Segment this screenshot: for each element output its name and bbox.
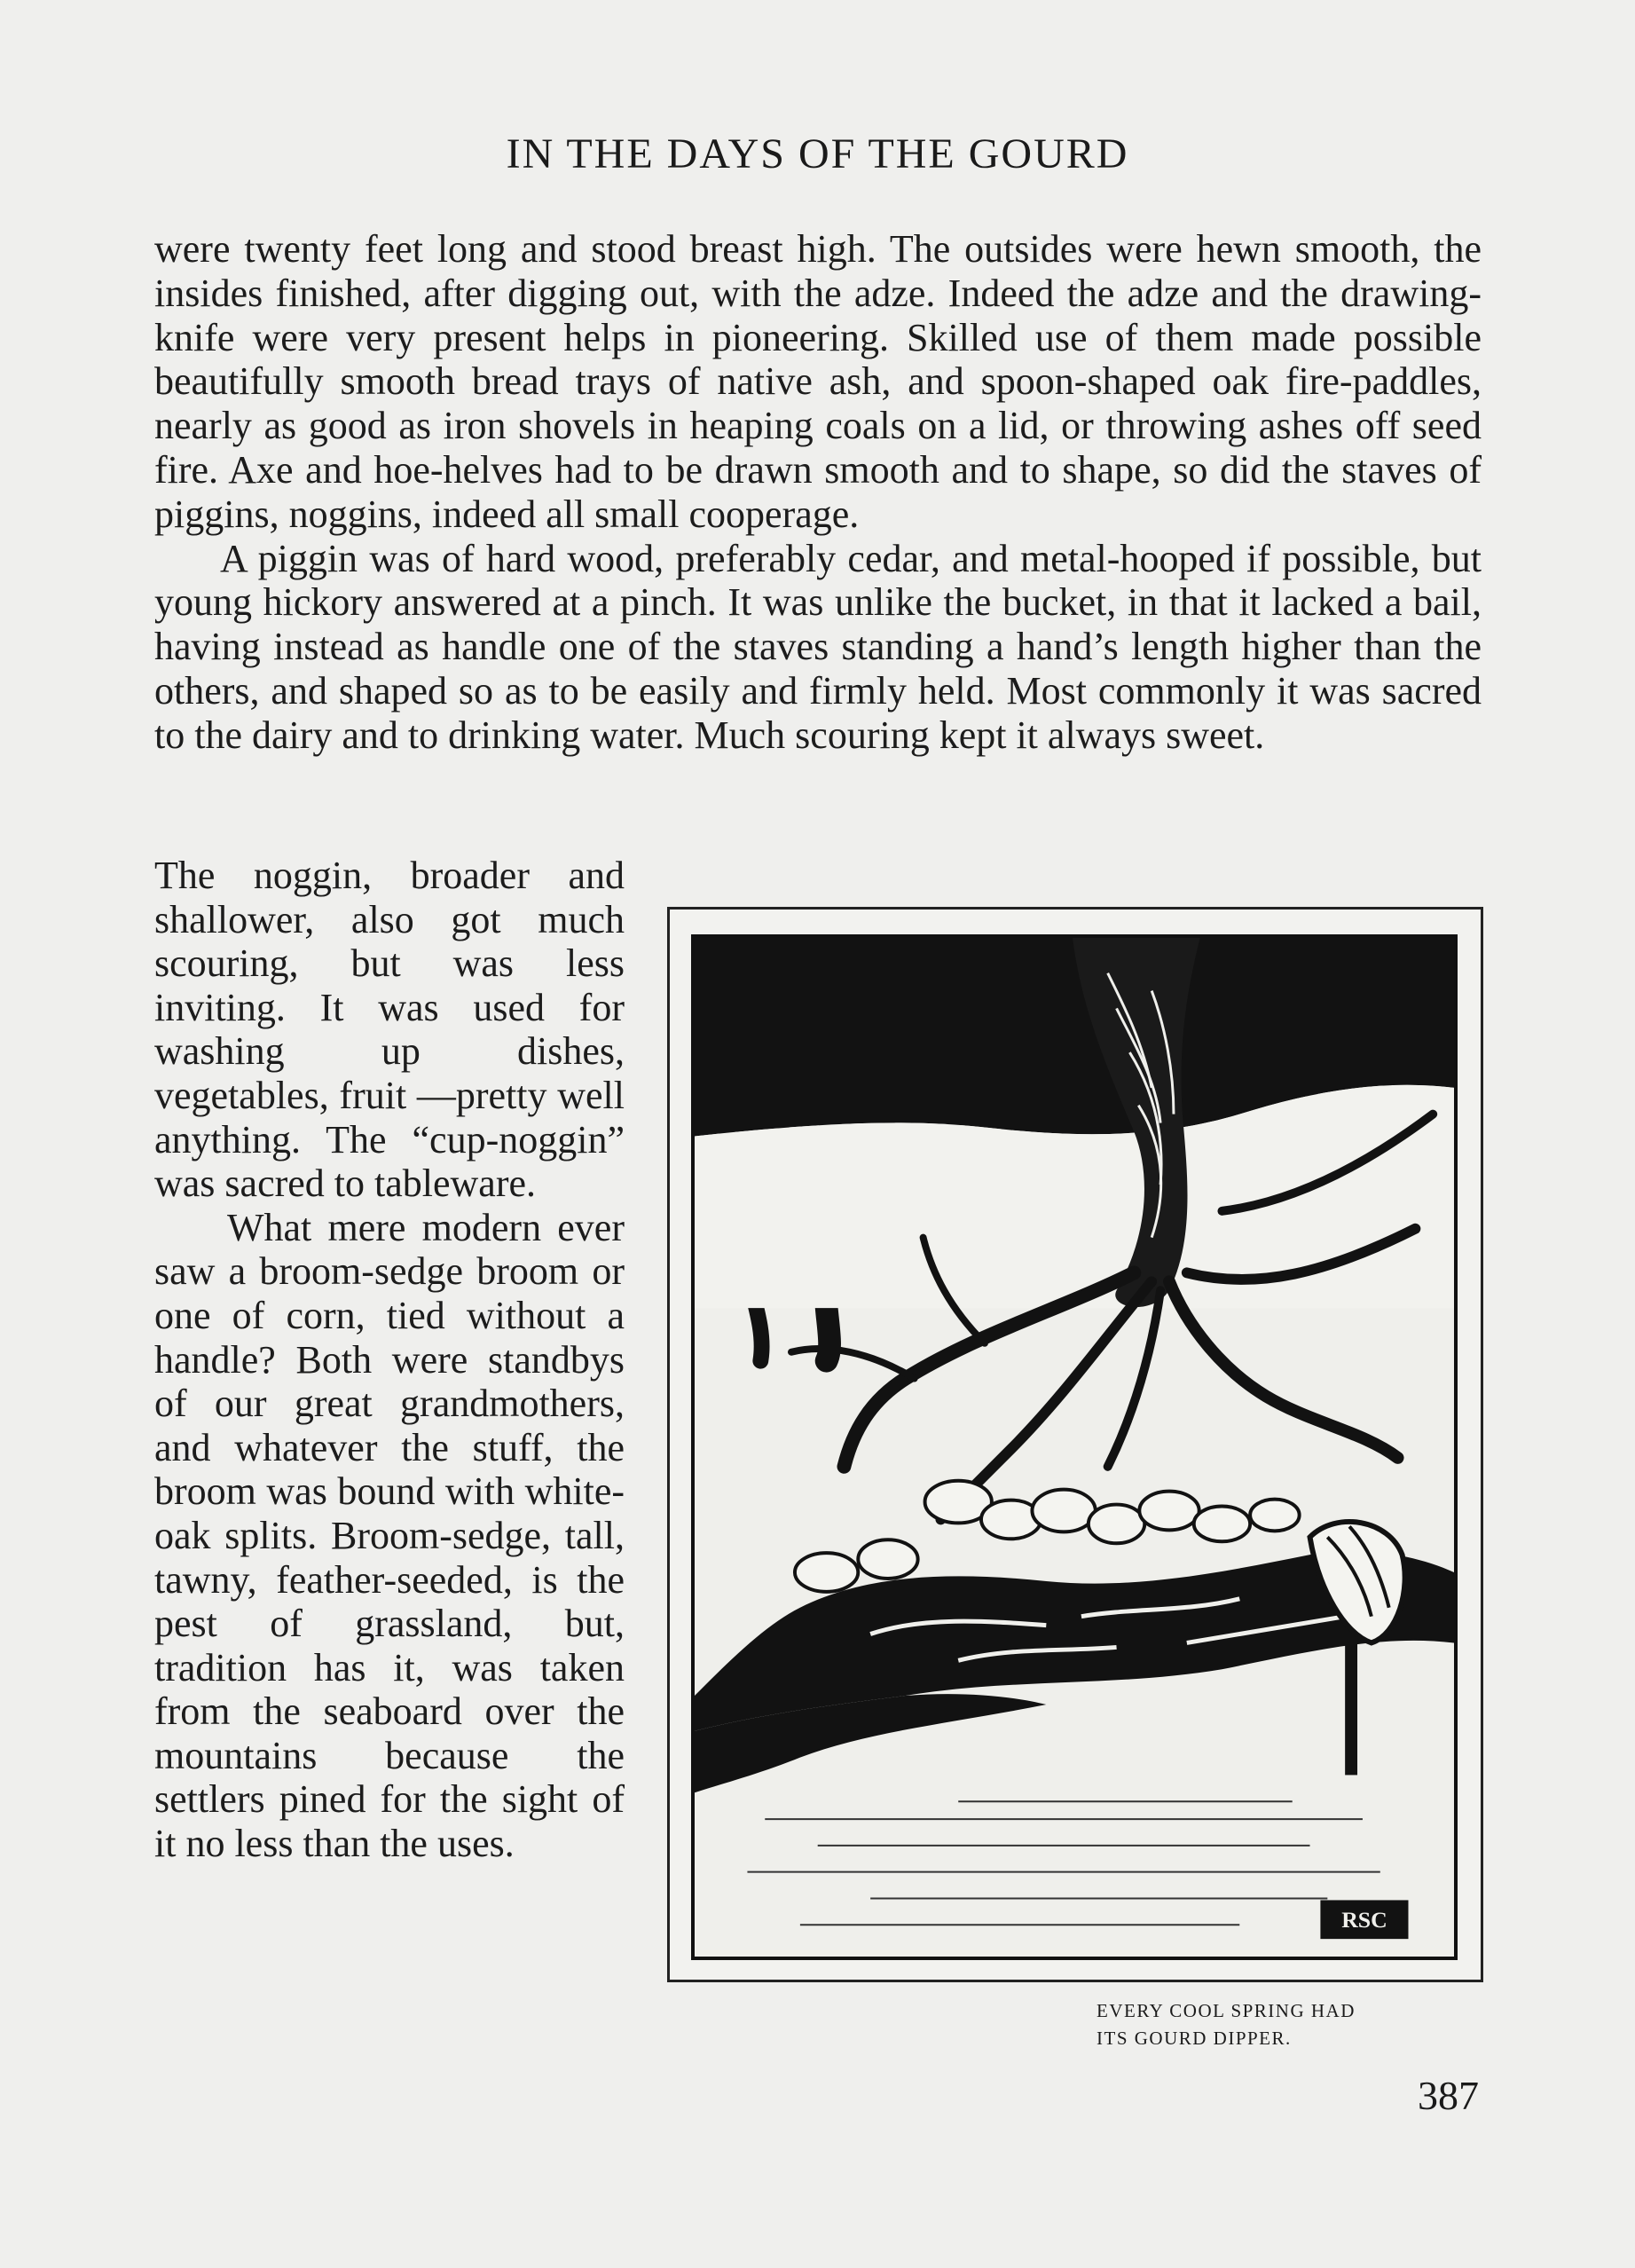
caption-line: EVERY COOL SPRING HAD — [1097, 2000, 1356, 2021]
caption-line: ITS GOURD DIPPER. — [1097, 2028, 1292, 2049]
artist-monogram — [1320, 1900, 1408, 1939]
spring-woodcut-image — [695, 938, 1454, 1957]
paragraph: The noggin, broader and shallower, also got much scouring, but was less inviting. It was used for washing up dishes, vegetables, fruit —pretty well anything. The “cup-noggin” was sacred to tableware. — [154, 854, 625, 1206]
page-number: 387 — [1418, 2073, 1479, 2118]
monogram-text: RSC — [1341, 1907, 1387, 1933]
illustration-frame — [667, 907, 1483, 1982]
body-text — [154, 227, 1482, 758]
running-head: IN THE DAYS OF THE GOURD — [506, 130, 1129, 177]
paragraph: were twenty feet long and stood breast high. The outsides were hewn smooth, the insides finished, after digging out, with the adze. Indeed the adze and the drawing-knife were very present helps in pioneering. Skilled use of them made possible beautifully smooth bread trays of native ash, and spoon-shaped oak fire-paddles, nearly as good as iron shovels in heaping coals on a lid, or throwing ashes off seed fire. Axe and hoe-helves had to be drawn smooth and to shape, so did the staves of piggins, noggins, indeed all small cooperage. — [154, 227, 1482, 536]
side-column-text — [154, 854, 625, 1866]
woodcut-illustration — [691, 934, 1458, 1960]
figure-caption — [1097, 1997, 1487, 2052]
paragraph: What mere modern ever saw a broom-sedge broom or one of corn, tied without a handle? Both were standbys of our great grandmothers, and whatever the stuff, the broom was bound with white-oak splits. Broom-sedge, tall, tawny, feather-seeded, is the pest of grassland, but, tradition has it, was taken from the seaboard over the mountains because the settlers pined for the sight of it no less than the uses. — [154, 1205, 625, 1866]
paragraph: A piggin was of hard wood, preferably cedar, and metal-hooped if possible, but young hickory answered at a pinch. It was unlike the bucket, in that it lacked a bail, having instead as handle one of the staves standing a hand’s length higher than the others, and shaped so as to be easily and firmly held. Most commonly it was sacred to the dairy and to drinking water. Much scouring kept it always sweet. — [154, 536, 1482, 757]
